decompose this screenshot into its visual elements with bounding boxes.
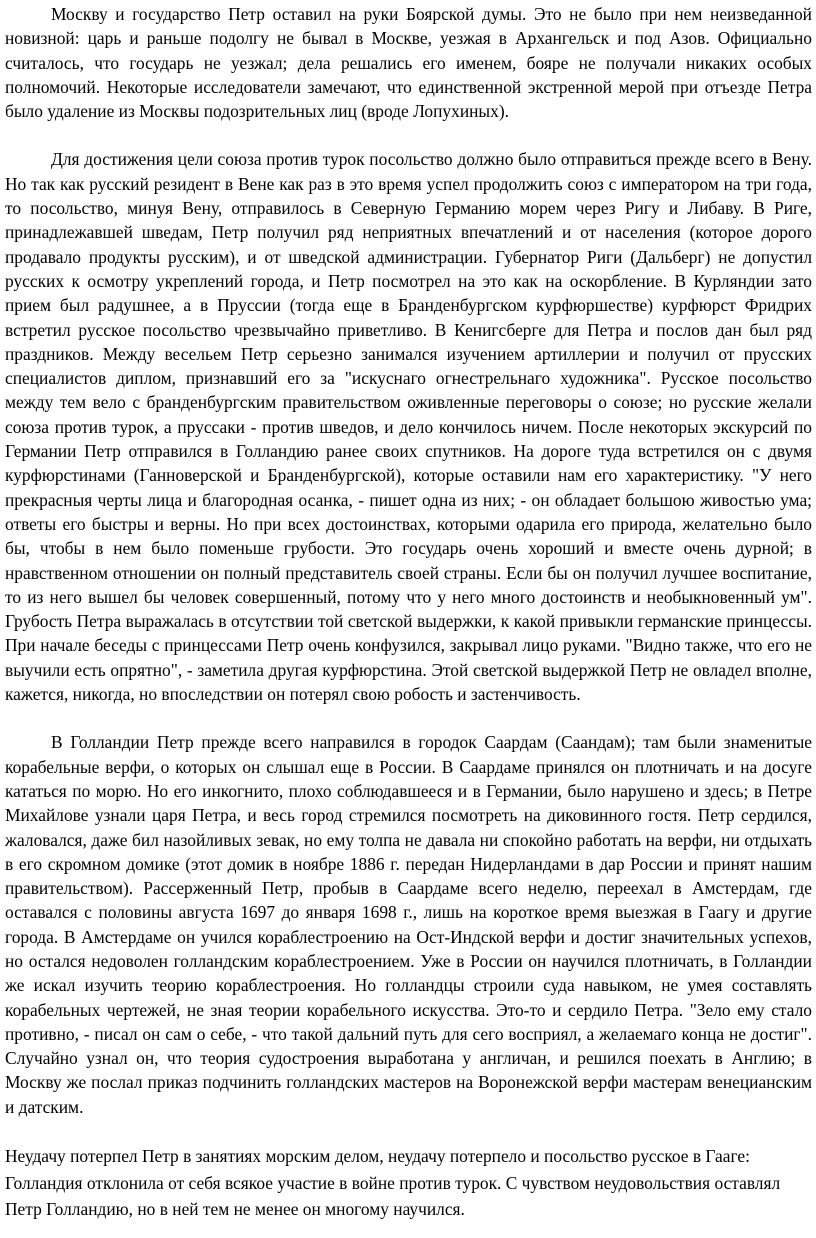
paragraph-holland-shipbuilding: В Голландии Петр прежде всего направился в городок Саардам (Саандам); там были знаменитые корабельные верфи, о которых он слышал еще в России. В Саардаме принялся он плотничать и на досуге кататься по морю. Но его инкогнито, плохо соблюдавшееся и в Германии, было нарушено и здесь; в Петре Михайлове узнали царя Петра, и весь город стремился посмотреть на диковинного гостя. Петр сердился, жаловался, даже бил назойливых зевак, но ему толпа не давала ни спокойно работать на верфи, ни отдыхать в его скромном домике (этот домик в ноябре 1886 г. передан Нидерландами в дар России и принят нашим правительством). Рассерженный Петр, пробыв в Саардаме всего неделю, переехал в Амстердам, где оставался с половины августа 1697 до января 1698 г., лишь на короткое время выезжая в Гаагу и другие города. В Амстердаме он учился кораблестроению на Ост-Индской верфи и достиг значительных успехов, но остался недоволен голландским кораблестроением. Уже в России он научился плотничать, в Голландии же искал изучить теорию кораблестроения. Но голландцы строили суда навыком, не умея составлять корабельных чертежей, не зная теории корабельного искусства. Это-то и сердило Петра. "Зело ему стало противно, - писал он сам о себе, - что такой дальний путь для сего восприял, а желаемаго конца не достиг". Случайно узнал он, что теория судостроения выработана у англичан, и решился поехать в Англию; в Москву же послал приказ подчинить голландских мастеров на Воронежской верфи мастерам венецианским и датским.	[5, 732, 812, 1117]
paragraph-spacer	[5, 123, 812, 147]
paragraph-spacer	[5, 1119, 812, 1143]
paragraph-embassy-failure: Неудачу потерпел Петр в занятиях морским делом, неудачу потерпело и посольство русское в Гааге: Голландия отклонила от себя всякое участие в войне против турок. С чувством неудовольствия оставлял Петр Голландию, но в ней тем не менее он многому научился.	[5, 1146, 781, 1220]
paragraph-moscow-boyar-duma: Москву и государство Петр оставил на руки Боярской думы. Это не было при нем неизведанной новизной: царь и раньше подолгу не бывал в Москве, уезжая в Архангельск и под Азов. Официально считалось, что государь не уезжал; дела решались его именем, бояре не получали никаких особых полномочий. Некоторые исследователи замечают, что единственной экстренной мерой при отъезде Петра было удаление из Москвы подозрительных лиц (вроде Лопухиных).	[5, 4, 812, 122]
paragraph-embassy-journey: Для достижения цели союза против турок посольство должно было отправиться прежде всего в Вену. Но так как русский резидент в Вене как раз в это время успел продолжить союз с императором на три года, то посольство, минуя Вену, отправилось в Северную Германию морем через Ригу и Либаву. В Риге, принадлежавшей шведам, Петр получил ряд неприятных впечатлений и от населения (которое дорого продавало продукты русским), и от шведской администрации. Губернатор Риги (Дальберг) не допустил русских к осмотру укреплений города, и Петр посмотрел на это как на оскорбление. В Курляндии зато прием был радушнее, а в Пруссии (тогда еще в Бранденбургском курфюршестве) курфюрст Фридрих встретил русское посольство чрезвычайно приветливо. В Кенигсберге для Петра и послов дан был ряд праздников. Между весельем Петр серьезно занимался изучением артиллерии и получил от прусских специалистов диплом, признавший его за "искуснаго огнестрельнаго художника". Русское посольство между тем вело с бранденбургским правительством оживленные переговоры о союзе; но русские желали союза против турок, а пруссаки - против шведов, и дело кончилось ничем. После некоторых экскурсий по Германии Петр отправился в Голландию ранее своих спутников. На дороге туда встретился он с двумя курфюрстинами (Ганноверской и Бранденбургской), которые оставили нам его характеристику. "У него прекрасныя черты лица и благородная осанка, - пишет одна из них; - он обладает большою живостью ума; ответы его быстры и верны. Но при всех достоинствах, которыми одарила его природа, желательно было бы, чтобы в нем было поменьше грубости. Это государь очень хороший и вместе очень дурной; в нравственном отношении он полный представитель своей страны. Если бы он получил лучшее воспитание, то из него вышел бы человек совершенный, потому что у него много достоинств и необыкновенный ум". Грубость Петра выражалась в отсутствии той светской выдержки, к какой привыкли германские принцессы. При начале беседы с принцессами Петр очень конфузился, закрывал лицо руками. "Видно также, что его не выучили есть опрятно", - заметила другая курфюрстина. Этой светской выдержкой Петр не овладел вполне, кажется, никогда, но впоследствии он потерял свою робость и застенчивость.	[5, 149, 812, 705]
paragraph-spacer	[5, 706, 812, 730]
